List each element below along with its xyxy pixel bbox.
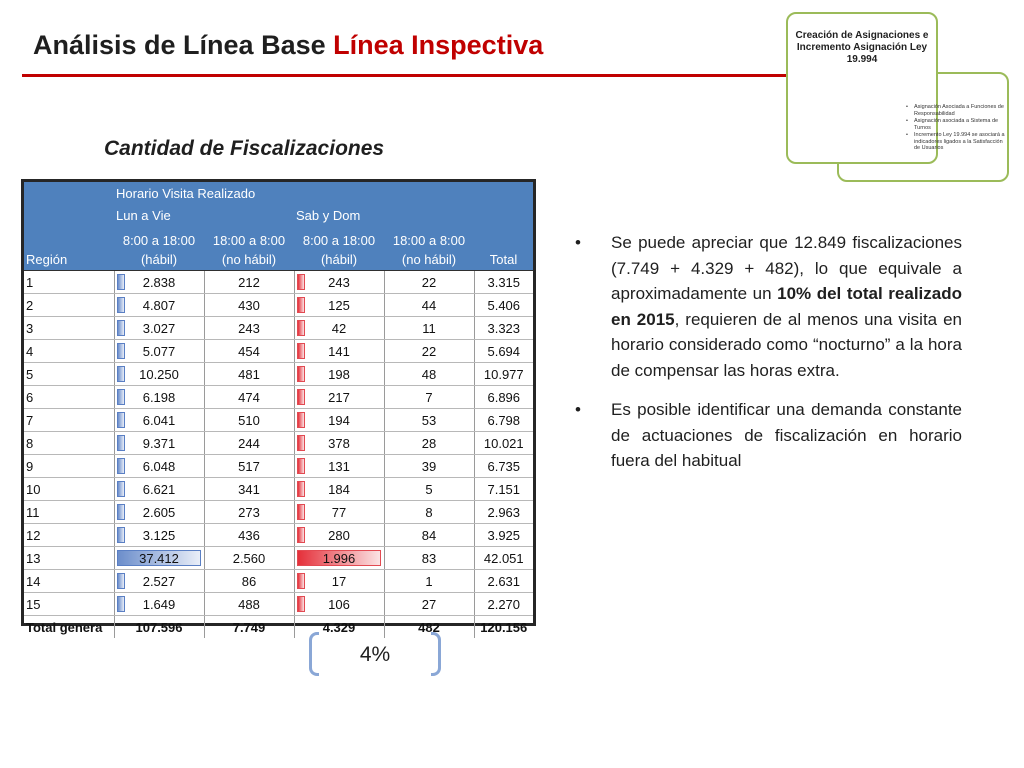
- cell-value: 39: [421, 458, 437, 474]
- cell-value: 11: [26, 504, 40, 520]
- diagram-bullet-list: [904, 104, 1009, 153]
- cell-weekend-day: [294, 409, 384, 432]
- header-time-night: 18:00 a 8:00: [204, 226, 294, 248]
- cell-weekend-day: [294, 271, 384, 294]
- cell-weekday-night: [204, 409, 294, 432]
- table-row: [24, 386, 533, 409]
- cell-weekday-day: [114, 271, 204, 294]
- cell-value: 5.694: [487, 343, 521, 359]
- cell-weekday-day: [114, 501, 204, 524]
- table-row: [24, 317, 533, 340]
- fiscalizaciones-table: [21, 179, 536, 635]
- cell-value: 27: [421, 596, 437, 612]
- table-row: [24, 501, 533, 524]
- cell-weekend-day: [294, 547, 384, 570]
- cell-total: [474, 363, 533, 386]
- cell-value: 28: [421, 435, 437, 451]
- cell-value: 14: [26, 573, 41, 589]
- diagram-bullet: • Asignación Asociada a Funciones de Responsabilidad: [904, 104, 1009, 117]
- cell-weekday-night: [204, 294, 294, 317]
- cell-value: 11: [422, 320, 436, 336]
- cell-weekend-day: [294, 524, 384, 547]
- cell-value: 7: [26, 412, 34, 428]
- data-bar: [297, 435, 305, 451]
- cell-weekday-night: [204, 271, 294, 294]
- cell-weekday-day: [114, 317, 204, 340]
- cell-value: 217: [328, 389, 350, 405]
- cell-value: 2: [26, 297, 34, 313]
- cell-value: 474: [238, 389, 260, 405]
- cell-value: 17: [331, 573, 347, 589]
- cell-value: 5: [425, 481, 433, 497]
- cell-value: 2.631: [487, 573, 521, 589]
- data-bar: [297, 389, 305, 405]
- cell-value: 10.021: [483, 435, 524, 451]
- cell-value: 184: [328, 481, 350, 497]
- cell-weekday-day: [114, 547, 204, 570]
- cell-value: 8: [425, 504, 433, 520]
- data-bar: [297, 297, 305, 313]
- table-row: [24, 478, 533, 501]
- cell-weekday-day-total: 107.596: [114, 616, 204, 639]
- table-row: [24, 409, 533, 432]
- cell-weekday-day: [114, 294, 204, 317]
- data-bar: [117, 412, 125, 428]
- cell-total: [474, 409, 533, 432]
- cell-value: 5.077: [142, 343, 176, 359]
- cell-weekday-night: [204, 317, 294, 340]
- header-habil: (hábil): [294, 248, 384, 271]
- cell-total: [474, 524, 533, 547]
- bullet-item: [575, 230, 962, 383]
- percent-label: 4%: [359, 643, 391, 666]
- cell-weekend-day: [294, 570, 384, 593]
- cell-value: 15: [26, 596, 41, 612]
- cell-value: 13: [26, 550, 41, 566]
- cell-region: [24, 409, 114, 432]
- cell-weekend-night: [384, 501, 474, 524]
- cell-value: 5.406: [487, 297, 521, 313]
- cell-weekday-day: [114, 524, 204, 547]
- cell-weekend-night: [384, 570, 474, 593]
- diagram-bullet: • Asignación asociada a Sistema de Turnos: [904, 118, 1009, 131]
- cell-value: 7.151: [487, 481, 521, 497]
- cell-total: [474, 432, 533, 455]
- data-bar: [297, 366, 305, 382]
- cell-value: 194: [328, 412, 350, 428]
- left-bracket: [309, 632, 319, 676]
- cell-weekend-night: [384, 478, 474, 501]
- cell-weekday-day: [114, 386, 204, 409]
- data-bar: [297, 504, 305, 520]
- cell-value: 53: [421, 412, 437, 428]
- cell-weekend-night: [384, 317, 474, 340]
- table-row: [24, 363, 533, 386]
- cell-value: 44: [421, 297, 437, 313]
- cell-region: [24, 593, 114, 616]
- title-accent: Línea Inspectiva: [333, 30, 544, 60]
- cell-value: 510: [238, 412, 260, 428]
- cell-value: 273: [238, 504, 260, 520]
- cell-value: 10: [26, 481, 41, 497]
- cell-weekend-night-total: 482: [384, 616, 474, 639]
- cell-weekend-day: [294, 593, 384, 616]
- data-bar: [117, 527, 125, 543]
- cell-value: 2.605: [142, 504, 176, 520]
- cell-value: 7: [425, 389, 433, 405]
- cell-weekend-night: [384, 386, 474, 409]
- header-empty: [24, 204, 114, 226]
- cell-weekend-night: [384, 524, 474, 547]
- cell-value: 1.649: [142, 596, 176, 612]
- header-time-day: 8:00 a 18:00: [114, 226, 204, 248]
- cell-weekday-night: [204, 432, 294, 455]
- cell-value: 2.527: [142, 573, 176, 589]
- cell-value: 436: [238, 527, 260, 543]
- bullet-item: [575, 397, 962, 474]
- data-bar: [117, 366, 125, 382]
- cell-value: 9: [26, 458, 34, 474]
- cell-value: 6.198: [142, 389, 176, 405]
- data-bar: [297, 573, 305, 589]
- bullet-text-before: Se puede apreciar que 12.849 fiscalizaciones (7.749 + 4.329 + 482), lo que equivale a aproximadamente un: [611, 233, 962, 303]
- cell-region: [24, 455, 114, 478]
- cell-value: 6.896: [487, 389, 521, 405]
- table-row: [24, 547, 533, 570]
- cell-value: 6.041: [142, 412, 176, 428]
- cell-weekday-night: [204, 593, 294, 616]
- data-bar: [117, 458, 125, 474]
- title-main: Análisis de Línea Base: [33, 30, 326, 60]
- cell-value: 243: [238, 320, 260, 336]
- header-time-day: 8:00 a 18:00: [294, 226, 384, 248]
- cell-weekend-day: [294, 317, 384, 340]
- cell-total: [474, 478, 533, 501]
- cell-value: 341: [238, 481, 260, 497]
- data-bar: [117, 573, 125, 589]
- cell-value: 48: [421, 366, 437, 382]
- cell-weekend-night: [384, 455, 474, 478]
- cell-value: 106: [328, 596, 350, 612]
- cell-region-total: Total genera: [24, 616, 114, 639]
- cell-weekend-night: [384, 294, 474, 317]
- data-bar: [297, 343, 305, 359]
- cell-value: 6.621: [142, 481, 176, 497]
- header-empty: [24, 182, 114, 204]
- cell-weekend-day: [294, 501, 384, 524]
- data-bar: [117, 596, 125, 612]
- header-empty: [474, 204, 533, 226]
- cell-value: 42.051: [483, 550, 524, 566]
- cell-weekend-night: [384, 432, 474, 455]
- cell-value: 22: [421, 343, 437, 359]
- page-title: [33, 30, 543, 61]
- table-body: [24, 271, 533, 639]
- cell-total: [474, 547, 533, 570]
- cell-total-total: 120.156: [474, 616, 533, 639]
- table-row: [24, 294, 533, 317]
- header-horario: Horario Visita Realizado: [114, 182, 533, 204]
- total-row: [24, 616, 533, 639]
- cell-region: [24, 432, 114, 455]
- cell-value: 454: [238, 343, 260, 359]
- bullet-text-bold: 10% del total realizado en 2015: [611, 284, 962, 329]
- cell-total: [474, 340, 533, 363]
- data-bar: [117, 320, 125, 336]
- data-bar: [297, 274, 305, 290]
- bullet-text-after: , requieren de al menos una visita en horario considerado como “nocturno” a la hora de compensar las horas extra.: [611, 309, 962, 380]
- cell-value: 244: [238, 435, 260, 451]
- cell-value: 3.925: [487, 527, 521, 543]
- cell-total: [474, 455, 533, 478]
- cell-value: 1: [26, 274, 34, 290]
- cell-total: [474, 386, 533, 409]
- cell-value: 22: [421, 274, 437, 290]
- cell-value: 125: [328, 297, 350, 313]
- data-bar: [297, 527, 305, 543]
- cell-value: 481: [238, 366, 260, 382]
- data-bar: [117, 481, 125, 497]
- cell-value: 5: [26, 366, 34, 382]
- cell-value: 3.323: [487, 320, 521, 336]
- cell-value: 8: [26, 435, 34, 451]
- cell-value: 3.027: [142, 320, 176, 336]
- cell-value: 141: [328, 343, 350, 359]
- cell-weekday-night: [204, 455, 294, 478]
- cell-weekend-night: [384, 340, 474, 363]
- cell-weekend-day: [294, 432, 384, 455]
- cell-weekday-night: [204, 478, 294, 501]
- table-row: [24, 455, 533, 478]
- cell-weekend-night: [384, 271, 474, 294]
- cell-value: 3.315: [487, 274, 521, 290]
- data-bar: [117, 435, 125, 451]
- cell-value: 2.560: [232, 550, 266, 566]
- cell-value: 84: [421, 527, 437, 543]
- cell-value: 198: [328, 366, 350, 382]
- cell-value: 1: [425, 573, 433, 589]
- header-region: Región: [24, 248, 114, 271]
- cell-value: 280: [328, 527, 350, 543]
- cell-weekend-day: [294, 386, 384, 409]
- cell-region: [24, 271, 114, 294]
- cell-value: 10.250: [139, 366, 179, 382]
- cell-weekday-day: [114, 455, 204, 478]
- cell-weekday-day: [114, 478, 204, 501]
- table-row: [24, 593, 533, 616]
- cell-weekday-day: [114, 363, 204, 386]
- cell-total: [474, 271, 533, 294]
- cell-weekday-night: [204, 340, 294, 363]
- cell-value: 243: [328, 274, 350, 290]
- cell-value: 6: [26, 389, 34, 405]
- header-time-night: 18:00 a 8:00: [384, 226, 474, 248]
- cell-value: 212: [238, 274, 260, 290]
- cell-weekday-night: [204, 363, 294, 386]
- pivot-table: [24, 182, 533, 638]
- data-bar: [297, 481, 305, 497]
- header-empty: [474, 226, 533, 248]
- data-bar: [117, 297, 125, 313]
- cell-region: [24, 501, 114, 524]
- cell-value: 9.371: [142, 435, 176, 451]
- data-bar: [297, 596, 305, 612]
- cell-value: 430: [238, 297, 260, 313]
- header-weekend: Sab y Dom: [294, 204, 474, 226]
- cell-weekday-night: [204, 386, 294, 409]
- cell-value: 1.996: [322, 550, 356, 566]
- cell-region: [24, 340, 114, 363]
- table-row: [24, 340, 533, 363]
- cell-total: [474, 570, 533, 593]
- table-subtitle: Cantidad de Fiscalizaciones: [104, 137, 385, 160]
- cell-value: 86: [241, 573, 257, 589]
- diagram-main-label: Creación de Asignaciones e Incremento Asignación Ley 19.994: [795, 30, 929, 65]
- cell-value: 83: [421, 550, 437, 566]
- table-row: [24, 271, 533, 294]
- cell-total: [474, 593, 533, 616]
- cell-region: [24, 363, 114, 386]
- cell-value: 37.412: [139, 550, 179, 566]
- title-underline: [22, 74, 822, 77]
- cell-value: 131: [328, 458, 350, 474]
- cell-region: [24, 547, 114, 570]
- data-bar: [297, 458, 305, 474]
- cell-value: 77: [331, 504, 347, 520]
- right-bracket: [431, 632, 441, 676]
- cell-value: 378: [328, 435, 350, 451]
- cell-weekend-day: [294, 363, 384, 386]
- cell-value: 4.807: [142, 297, 176, 313]
- cell-weekday-day: [114, 570, 204, 593]
- diagram-bullet: • Incremento Ley 19.994 se asociará a indicadores ligados a la Satisfacción de Usuarios: [904, 132, 1009, 152]
- data-bar: [117, 343, 125, 359]
- cell-value: 3.125: [142, 527, 176, 543]
- cell-value: 3: [26, 320, 34, 336]
- cell-weekday-night: [204, 524, 294, 547]
- data-bar: [297, 320, 305, 336]
- cell-weekend-night: [384, 363, 474, 386]
- cell-value: 6.048: [142, 458, 176, 474]
- cell-value: 2.270: [487, 596, 521, 612]
- cell-value: 10.977: [483, 366, 524, 382]
- cell-value: 12: [26, 527, 41, 543]
- cell-weekend-night: [384, 409, 474, 432]
- header-no-habil: (no hábil): [204, 248, 294, 271]
- header-no-habil: (no hábil): [384, 248, 474, 271]
- cell-region: [24, 478, 114, 501]
- cell-weekday-night: [204, 570, 294, 593]
- cell-value: 4: [26, 343, 34, 359]
- cell-weekday-night: [204, 547, 294, 570]
- cell-region: [24, 524, 114, 547]
- cell-weekend-day: [294, 340, 384, 363]
- table-row: [24, 570, 533, 593]
- data-bar: [117, 504, 125, 520]
- header-habil: (hábil): [114, 248, 204, 271]
- cell-weekday-day: [114, 409, 204, 432]
- cell-weekend-day: [294, 455, 384, 478]
- cell-weekday-night-total: 7.749: [204, 616, 294, 639]
- header-weekday: Lun a Vie: [114, 204, 294, 226]
- data-bar: [117, 389, 125, 405]
- data-bar: [297, 412, 305, 428]
- cell-weekday-night: [204, 501, 294, 524]
- table-row: [24, 524, 533, 547]
- bullet-text: Es posible identificar una demanda constante de actuaciones de fiscalización en horario fuera del habitual: [611, 400, 962, 470]
- cell-total: [474, 294, 533, 317]
- cell-region: [24, 294, 114, 317]
- cell-total: [474, 501, 533, 524]
- cell-value: 42: [331, 320, 347, 336]
- data-bar: [117, 274, 125, 290]
- header-empty: [24, 226, 114, 248]
- cell-weekend-day: [294, 294, 384, 317]
- cell-value: 6.798: [487, 412, 521, 428]
- header-total: Total: [474, 248, 533, 271]
- cell-weekday-day: [114, 432, 204, 455]
- table-row: [24, 432, 533, 455]
- cell-weekday-day: [114, 593, 204, 616]
- cell-value: 517: [238, 458, 260, 474]
- cell-value: 488: [238, 596, 260, 612]
- cell-weekend-day: [294, 478, 384, 501]
- cell-value: 6.735: [487, 458, 521, 474]
- cell-value: 2.838: [142, 274, 176, 290]
- cell-weekend-night: [384, 593, 474, 616]
- cell-value: 2.963: [487, 504, 521, 520]
- cell-region: [24, 386, 114, 409]
- cell-weekend-night: [384, 547, 474, 570]
- analysis-bullets: [575, 230, 962, 488]
- cell-region: [24, 570, 114, 593]
- cell-weekend-day-total: 4.329: [294, 616, 384, 639]
- cell-total: [474, 317, 533, 340]
- cell-weekday-day: [114, 340, 204, 363]
- cell-region: [24, 317, 114, 340]
